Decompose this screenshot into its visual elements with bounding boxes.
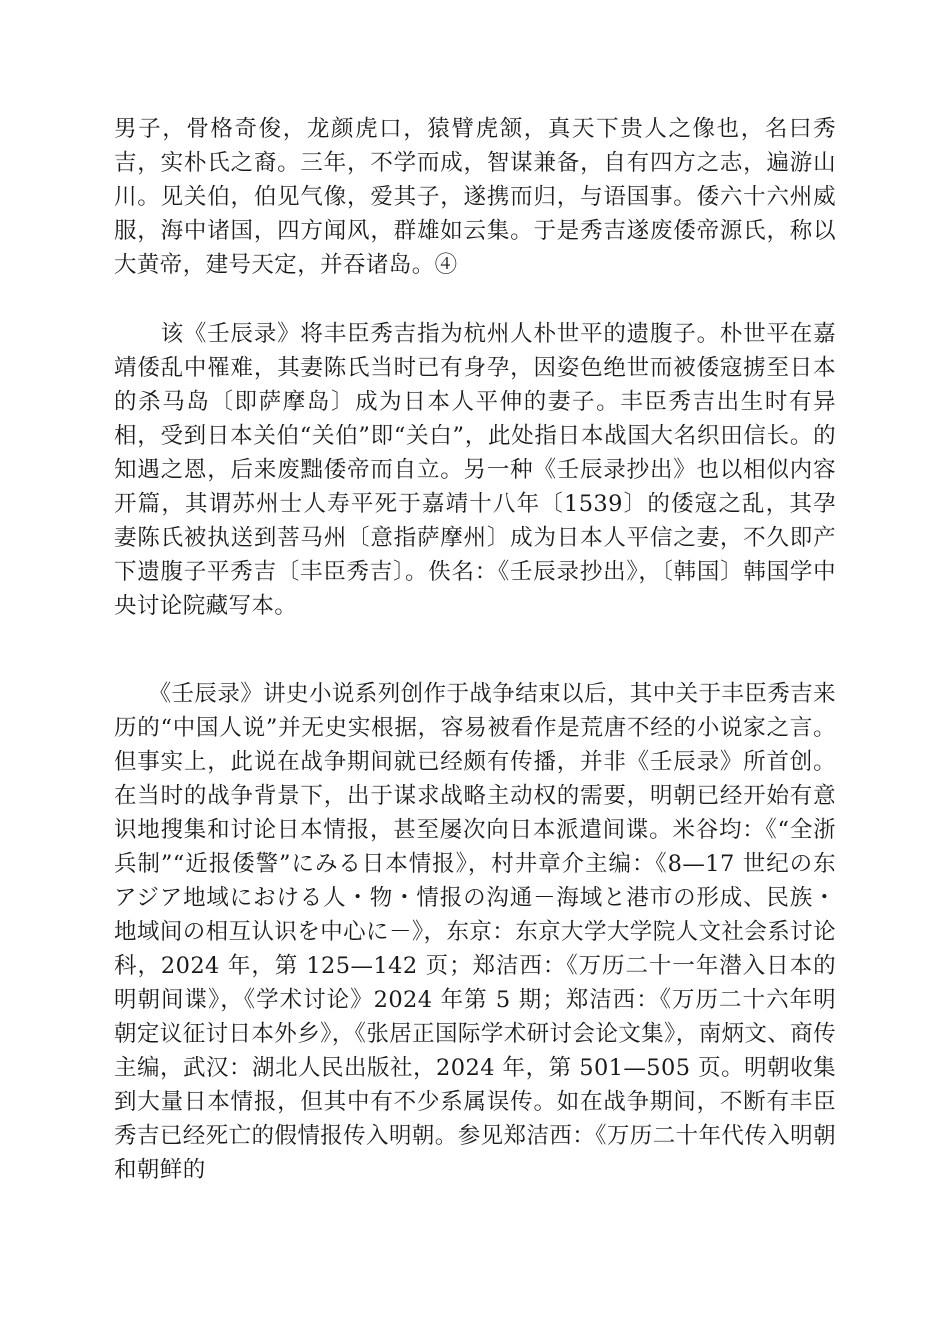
body-paragraph: [114, 317, 836, 623]
quote-paragraph: [114, 112, 836, 282]
paragraph-text: 该《壬辰录》将丰臣秀吉指为杭州人朴世平的遗腹子。朴世平在嘉靖倭乱中罹难，其妻陈氏当时已有身孕，因姿色绝世而被倭寇掳至日本的杀马岛〔即萨摩岛〕成为日本人平伸的妻子。丰臣秀吉出生时有异相，受到日本关伯“关伯”即“关白”，此处指日本战国大名织田信长。的知遇之恩，后来废黜倭帝而自立。另一种《壬辰录抄出》也以相似内容开篇，其谓苏州士人寿平死于嘉靖十八年〔1539〕的倭寇之乱，其孕妻陈氏被执送到菩马州〔意指萨摩州〕成为日本人平信之妻，不久即产下遗腹子平秀吉〔丰臣秀吉〕。佚名：《壬辰录抄出》，〔韩国〕韩国学中央讨论院藏写本。: [114, 321, 836, 619]
paragraph-text: 男子，骨格奇俊，龙颜虎口，猿臂虎颔，真天下贵人之像也，名曰秀吉，实朴氏之裔。三年，不学而成，智谋兼备，自有四方之志，遍游山川。见关伯，伯见气像，爱其子，遂携而归，与语国事。倭六十六州威服，海中诸国，四方闻风，群雄如云集。于是秀吉遂废倭帝源氏，称以大黄帝，建号天定，并吞诸岛。④: [114, 116, 836, 278]
paragraph-text: 《壬辰录》讲史小说系列创作于战争结束以后，其中关于丰臣秀吉来历的“中国人说”并无史实根据，容易被看作是荒唐不经的小说家之言。但事实上，此说在战争期间就已经颇有传播，并非《壬辰录》所首创。在当时的战争背景下，出于谋求战略主动权的需要，明朝已经开始有意识地搜集和讨论日本情报，甚至屡次向日本派遣间谍。米谷均：《“全浙兵制”“近报倭警”にみる日本情报》，村井章介主编：《8—17 世纪の东アジア地域における人・物・情报の沟通－海域と港市の形成、民族・地域间の相互认识を中心に－》，东京：东京大学大学院人文社会系讨论科，2024 年，第 125—142 页；郑洁西：《万历二十一年潜入日本的明朝间谍》，《学术讨论》2024 年第 5 期；郑洁西：《万历二十六年明朝定议征讨日本外乡》，《张居正国际学术研讨会论文集》，南炳文、商传主编，武汉：湖北人民出版社，2024 年，第 501—505 页。明朝收集到大量日本情报，但其中有不少系属误传。如在战争期间，不断有丰臣秀吉已经死亡的假情报传入明朝。参见郑洁西：《万历二十年代传入明朝和朝鲜的: [114, 681, 836, 1183]
body-paragraph: [114, 677, 836, 1187]
